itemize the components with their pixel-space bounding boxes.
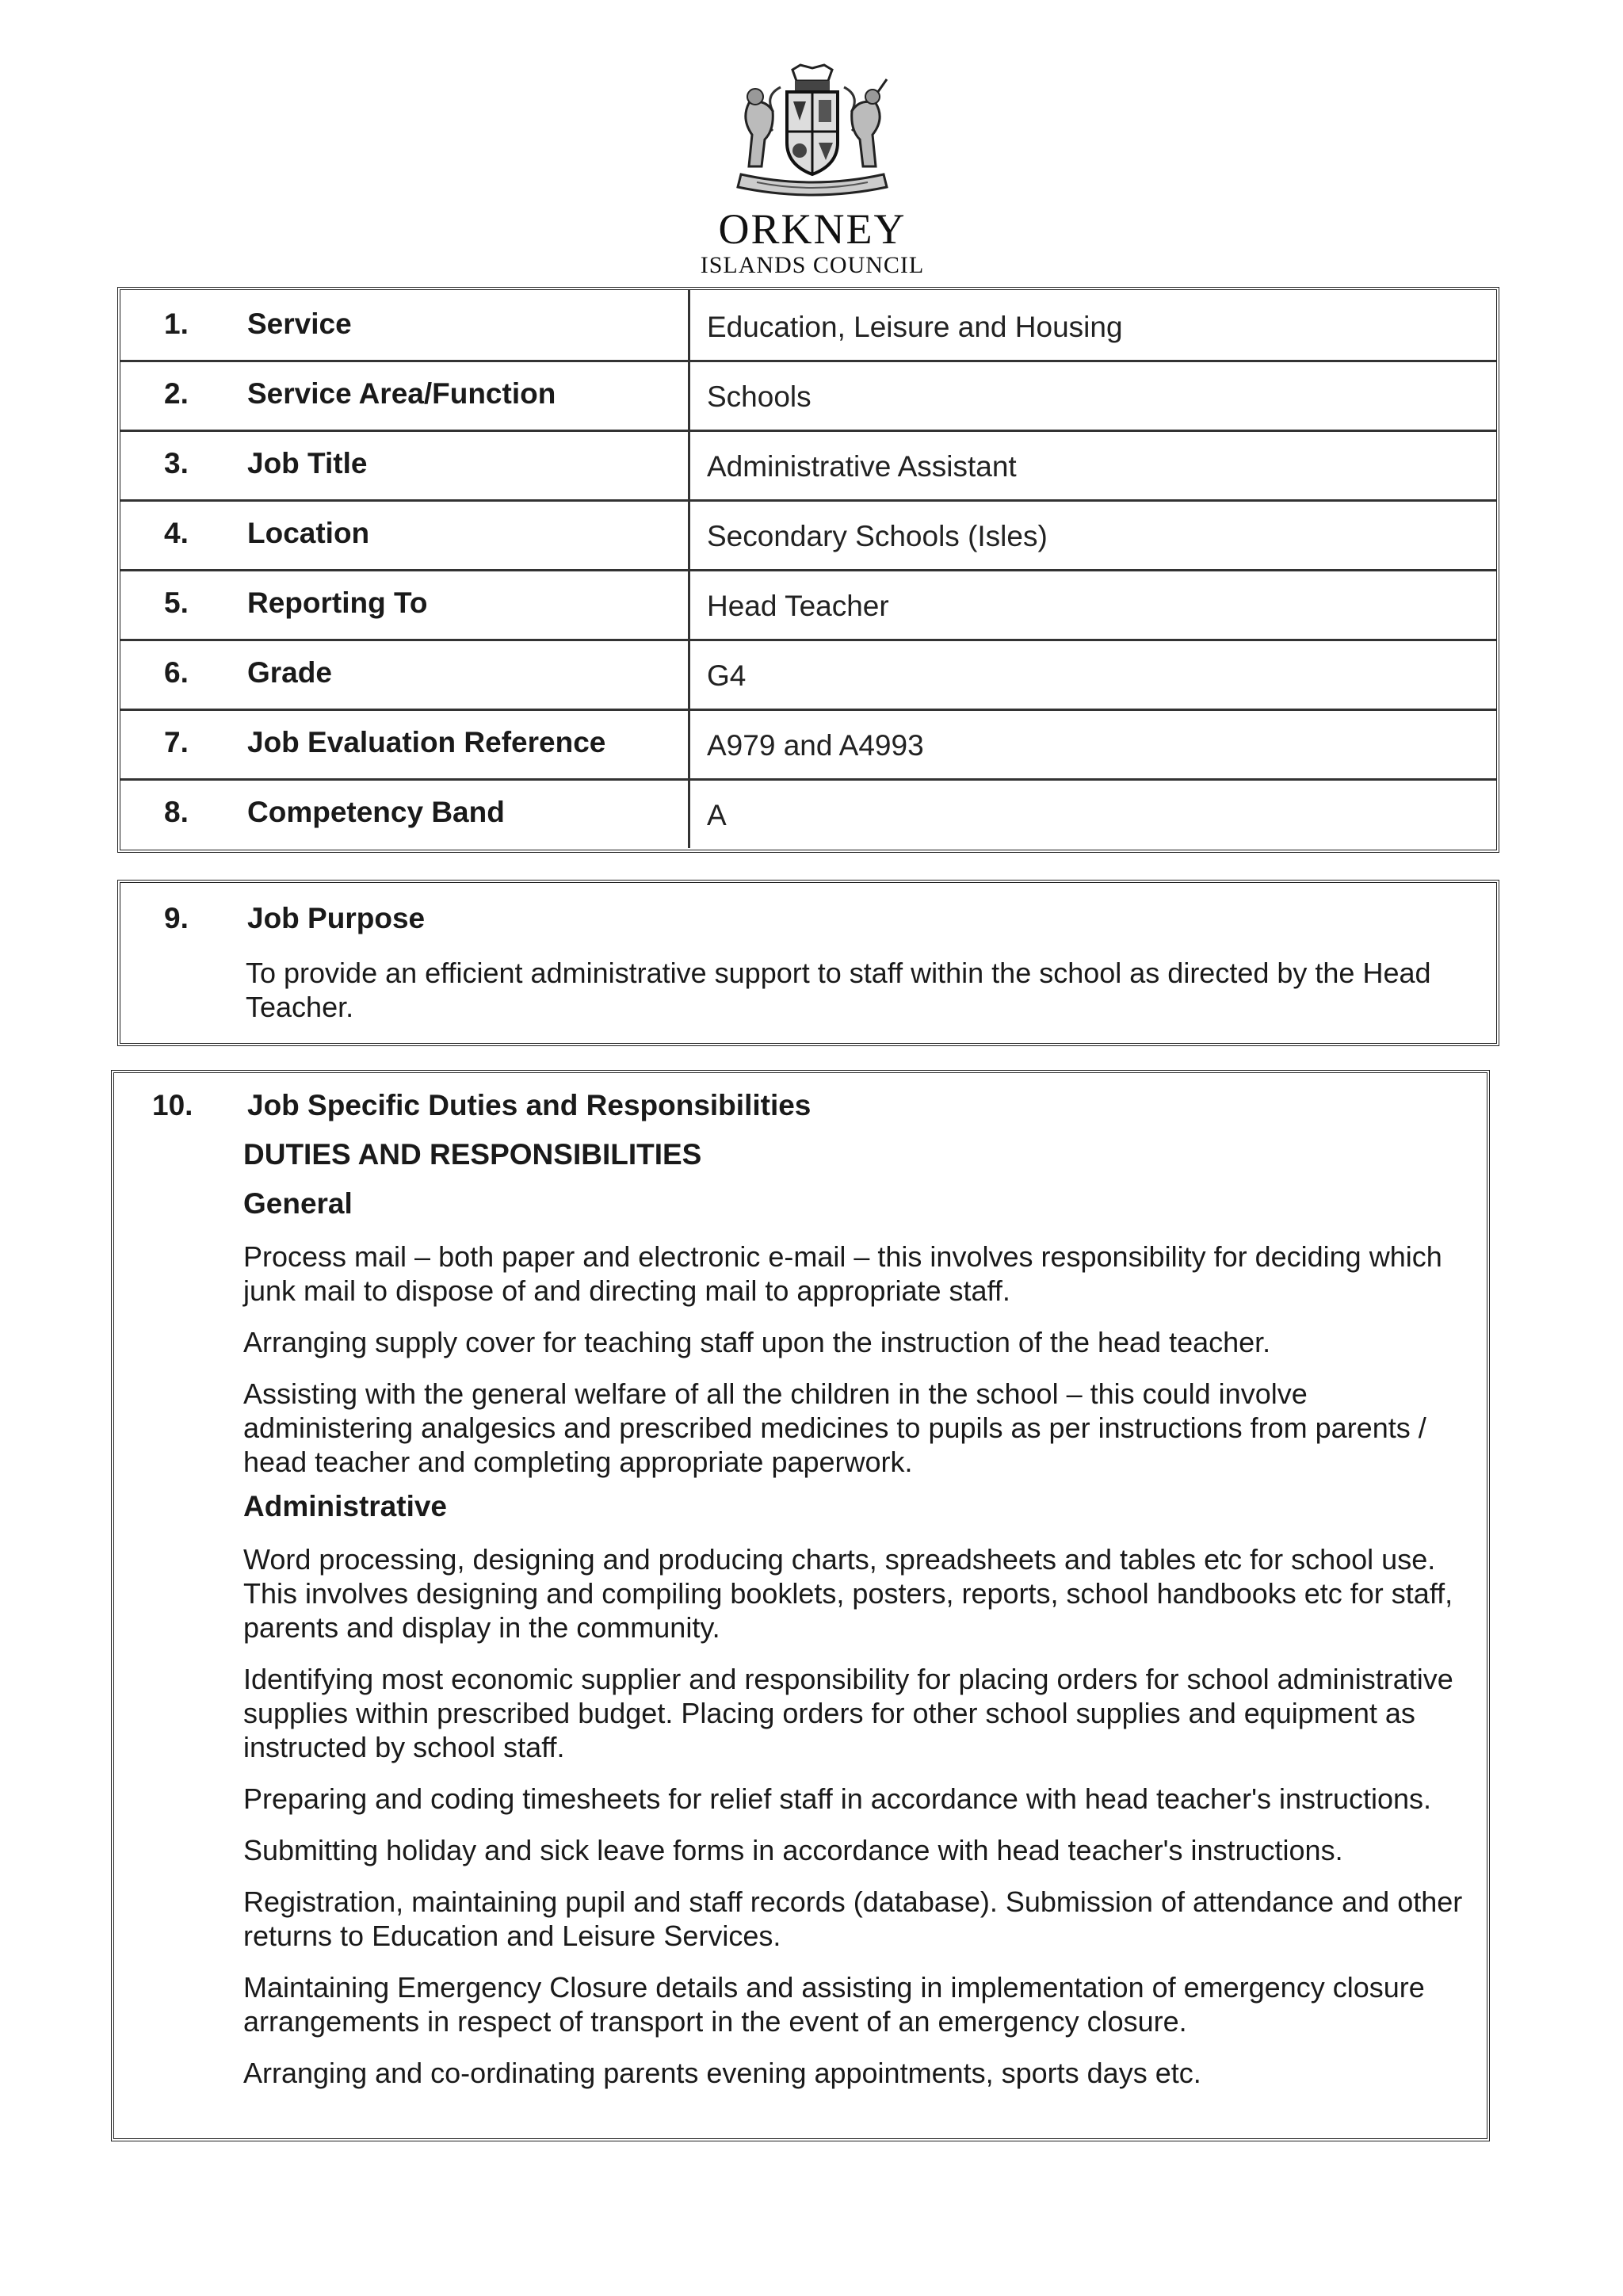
- row-value: Administrative Assistant: [707, 450, 1017, 483]
- row-value: A979 and A4993: [707, 729, 924, 762]
- org-subtitle: ISLANDS COUNCIL: [700, 252, 925, 278]
- info-row-job-evaluation: [120, 709, 1496, 781]
- row-label: Service Area/Function: [247, 377, 556, 410]
- duty-item: Submitting holiday and sick leave forms in accordance with head teacher's instructions.: [243, 1834, 1343, 1866]
- row-value: Education, Leisure and Housing: [707, 311, 1123, 343]
- general-heading: General: [243, 1187, 353, 1220]
- row-number: 2.: [164, 377, 189, 410]
- info-row-reporting-to: [120, 569, 1496, 641]
- info-row-job-title: [120, 430, 1496, 502]
- duty-item: Arranging and co-ordinating parents evening appointments, sports days etc.: [243, 2057, 1201, 2089]
- row-number: 1.: [164, 308, 189, 340]
- section-number: 9.: [164, 902, 189, 934]
- duty-item: Word processing, designing and producing charts, spreadsheets and tables etc for school use. This involves designing and compiling booklets, posters, reports, school handbooks etc for staff, parents and display in the community.: [243, 1543, 1453, 1644]
- duties-content: [243, 1138, 1480, 2107]
- duty-item: Identifying most economic supplier and responsibility for placing orders for school administrative supplies within prescribed budget. Placing orders for other school supplies and equipment as instructed by school staff.: [243, 1663, 1453, 1763]
- row-label: Grade: [247, 656, 332, 689]
- council-crest-logo: [717, 63, 907, 206]
- duty-item: Maintaining Emergency Closure details and assisting in implementation of emergency closure arrangements in respect of transport in the event of an emergency closure.: [243, 1971, 1425, 2038]
- row-number: 6.: [164, 656, 189, 689]
- section-title: Job Specific Duties and Responsibilities: [247, 1089, 812, 1121]
- row-number: 4.: [164, 517, 189, 549]
- info-row-location: [120, 499, 1496, 571]
- duty-item: Preparing and coding timesheets for relief staff in accordance with head teacher's instructions.: [243, 1782, 1432, 1815]
- info-row-competency-band: [120, 778, 1496, 848]
- row-value: Secondary Schools (Isles): [707, 520, 1048, 552]
- section-number: 10.: [152, 1089, 193, 1121]
- job-purpose-section: [117, 880, 1499, 1046]
- org-name: ORKNEY: [718, 205, 907, 253]
- row-label: Competency Band: [247, 796, 505, 828]
- row-label: Job Evaluation Reference: [247, 726, 606, 758]
- row-value: A: [707, 799, 727, 831]
- row-number: 8.: [164, 796, 189, 828]
- duties-section: [111, 1070, 1490, 2141]
- row-number: 7.: [164, 726, 189, 758]
- row-value: G4: [707, 659, 747, 692]
- section-title: Job Purpose: [247, 902, 426, 934]
- row-label: Location: [247, 517, 370, 549]
- row-value: Head Teacher: [707, 590, 889, 622]
- duty-item: Process mail – both paper and electronic e-mail – this involves responsibility for deciding which junk mail to dispose of and directing mail to appropriate staff.: [243, 1240, 1442, 1307]
- duties-subheading: DUTIES AND RESPONSIBILITIES: [243, 1138, 702, 1171]
- row-label: Job Title: [247, 447, 368, 479]
- row-number: 5.: [164, 586, 189, 619]
- row-number: 3.: [164, 447, 189, 479]
- duty-item: Arranging supply cover for teaching staff upon the instruction of the head teacher.: [243, 1326, 1271, 1358]
- info-row-grade: [120, 639, 1496, 711]
- row-label: Service: [247, 308, 352, 340]
- info-row-service: [120, 290, 1496, 362]
- row-label: Reporting To: [247, 586, 428, 619]
- job-purpose-text: To provide an efficient administrative support to staff within the school as directed by the Head Teacher.: [246, 957, 1431, 1023]
- duty-item: Registration, maintaining pupil and staff records (database). Submission of attendance and other returns to Education and Leisure Services.: [243, 1885, 1463, 1952]
- row-value: Schools: [707, 380, 812, 413]
- duty-item: Assisting with the general welfare of all the children in the school – this could involve administering analgesics and prescribed medicines to pupils as per instructions from parents / head teacher and completing appropriate paperwork.: [243, 1377, 1426, 1478]
- info-row-service-area: [120, 360, 1496, 432]
- job-info-table: [117, 287, 1499, 853]
- administrative-heading: Administrative: [243, 1490, 448, 1522]
